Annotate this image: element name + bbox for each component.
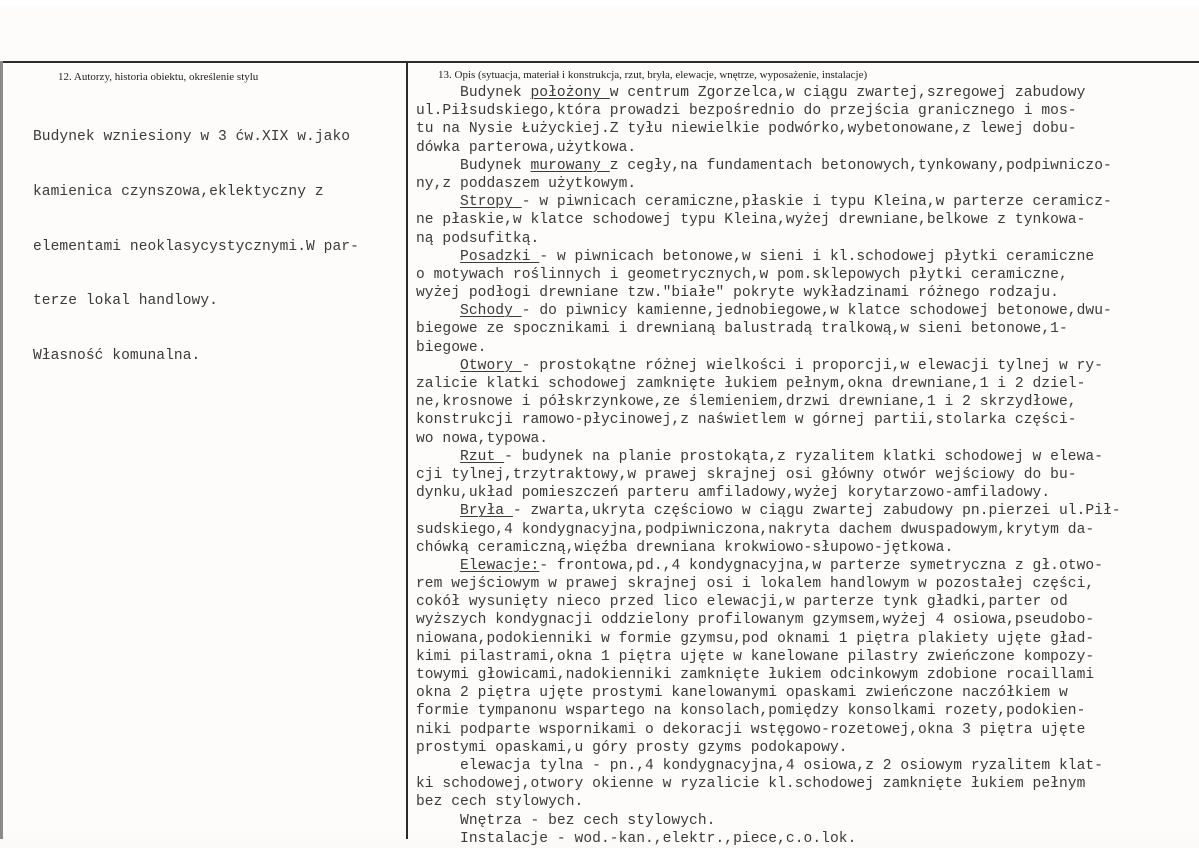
section-13-line [416, 539, 1121, 557]
line-text: ul.Piłsudskiego,która prowadzi bezpośrednio do przejścia granicznego i mos- [416, 103, 1077, 120]
section-13-line [416, 757, 1121, 775]
section-13-line [416, 684, 1121, 702]
section-13-line [416, 575, 1121, 593]
section-13-line [416, 357, 1121, 375]
section-12-line: terze lokal handlowy. [33, 293, 218, 310]
section-13-line [416, 211, 1121, 229]
section-13-line [416, 284, 1121, 302]
section-13-line [416, 630, 1121, 648]
underlined-heading: położony [530, 85, 610, 101]
section-13-line [416, 739, 1121, 757]
line-text: - budynek na planie prostokąta,z ryzalitem klatki schodowej w elewa- [504, 448, 1104, 465]
line-text: okna 2 piętra ujęte prostymi kanelowanymi opaskami zwieńczone naczółkiem w [416, 685, 1068, 702]
header-rule [0, 61, 1199, 63]
line-text: ne płaskie,w klatce schodowej typu Kleina,wyżej drewniane,belkowe z tynkowa- [416, 212, 1086, 229]
line-text: dówka parterowa,użytkowa. [416, 139, 637, 156]
section-13-line [416, 557, 1121, 575]
line-text: Budynek [416, 157, 531, 174]
line-text [416, 449, 460, 465]
line-text: bez cech stylowych. [416, 794, 584, 811]
line-text: - do piwnicy kamienne,jednobiegowe,w klatce schodowej betonowe,dwu- [521, 303, 1112, 320]
line-text [416, 358, 460, 374]
line-text: - frontowa,pd.,4 kondygnacyjna,w parterze symetryczna z gł.otwo- [539, 557, 1104, 574]
line-text: tu na Nysie Łużyckiej.Z tyłu niewielkie podwórko,wybetonowane,z lewej dobu- [416, 121, 1077, 138]
section-13-line [416, 466, 1121, 484]
underlined-heading: Schody [460, 303, 522, 320]
section-12-text [33, 92, 359, 401]
underlined-heading: Bryła [460, 503, 513, 520]
line-text: niowana,podokienniki w formie gzymsu,pod oknami 1 piętra plakiety ujęte gład- [416, 630, 1095, 647]
line-text [416, 503, 460, 519]
section-13-line [416, 157, 1121, 175]
section-13-line [416, 320, 1121, 338]
section-13-line [416, 702, 1121, 720]
line-text: elewacja tylna - pn.,4 kondygnacyjna,4 osiowa,z 2 osiowym ryzalitem klat- [416, 757, 1103, 774]
line-text: kimi pilastrami,okna 1 piętra ujęte w kanelowane pilastry zwieńczone kompozy- [416, 648, 1095, 665]
section-13-text [416, 84, 1121, 848]
line-text [416, 558, 460, 574]
section-13-line [416, 666, 1121, 684]
section-13-line [416, 721, 1121, 739]
section-13-line [416, 120, 1121, 138]
section-13-line [416, 430, 1121, 448]
line-text: wyższych kondygnacji oddzielony profilowanym gzymsem,wyżej 4 osiowa,pseudobo- [416, 612, 1095, 629]
line-text: Wnętrza - bez cech stylowych. [416, 812, 716, 829]
section-12-line: Własność komunalna. [33, 347, 201, 364]
section-13-line [416, 448, 1121, 466]
section-13-line [416, 248, 1121, 266]
line-text: biegowe. [416, 339, 487, 356]
section-13-line [416, 593, 1121, 611]
section-13-line [416, 375, 1121, 393]
section-13-line [416, 793, 1121, 811]
section-12-line: elementami neoklasycystycznymi.W par- [33, 238, 359, 255]
line-text: wo nowa,typowa. [416, 430, 549, 447]
section-13-line [416, 193, 1121, 211]
underlined-heading: Elewacje: [460, 557, 540, 574]
line-text: ki schodowej,otwory okienne w ryzalicie kl.schodowej zamknięte łukiem pełnym [416, 776, 1086, 793]
line-text: prostymi opaskami,u góry prosty gzyms podokapowy. [416, 739, 848, 756]
line-text: o motywach roślinnych i geometrycznych,w pom.sklepowych płytki ceramiczne, [416, 266, 1068, 283]
line-text: niki podparte wspornikami o dekoracji wstęgowo-rozetowej,okna 3 piętra ujęte [416, 721, 1086, 738]
section-13-line [416, 502, 1121, 520]
underlined-heading: Otwory [460, 357, 522, 374]
section-13-line [416, 84, 1121, 102]
line-text: ną podsufitką. [416, 230, 540, 247]
line-text [416, 194, 460, 210]
section-13-line [416, 230, 1121, 248]
line-text: sudskiego,4 kondygnacyjna,podpiwniczona,nakryta dachem dwuspadowym,krytym da- [416, 521, 1095, 538]
line-text: - zwarta,ukryta częściowo w ciągu zwartej zabudowy pn.pierzei ul.Pił- [512, 503, 1121, 520]
line-text: w centrum Zgorzelca,w ciągu zwartej,szregowej zabudowy [609, 85, 1086, 101]
line-text: ny,z poddaszem użytkowym. [416, 175, 637, 192]
underlined-heading: Stropy [460, 194, 522, 211]
section-13-line [416, 102, 1121, 120]
section-13-line [416, 812, 1121, 830]
section-12-line: Budynek wzniesiony w 3 ćw.XIX w.jako [33, 129, 351, 146]
line-text [416, 249, 460, 265]
underlined-heading: Rzut [460, 448, 505, 465]
section-13-line [416, 775, 1121, 793]
section-13-line [416, 484, 1121, 502]
line-text: - w piwnicach ceramiczne,płaskie i typu Kleina,w parterze ceramicz- [521, 194, 1112, 211]
line-text: cokół wysunięty nieco przed lico elewacji,w parterze tynk gładki,parter od [416, 594, 1068, 611]
line-text: Instalacje - wod.-kan.,elektr.,piece,c.o.lok. [416, 830, 857, 847]
line-text: ne,krosnowe i półskrzynkowe,ze ślemieniem,drzwi drewniane,1 i 2 skrzydłowe, [416, 394, 1077, 411]
section-13-header: 13. Opis (sytuacja, materiał i konstrukcja, rzut, bryła, elewacje, wnętrze, wyposażenie, instalacje) [438, 69, 868, 81]
section-13-line [416, 393, 1121, 411]
line-text: biegowe ze spocznikami i drewnianą balustradą tralkową,w sieni betonowe,1- [416, 321, 1068, 338]
line-text: rem wejściowym w prawej skrajnej osi i lokalem handlowym w pozostałej części, [416, 576, 1095, 593]
underlined-heading: Posadzki [460, 248, 540, 265]
line-text: wyżej podłogi drewniane tzw."białe" pokryte wykładzinami różnego rodzaju. [416, 285, 1059, 302]
section-13-line [416, 175, 1121, 193]
line-text: z cegły,na fundamentach betonowych,tynkowany,podpiwniczo- [609, 157, 1112, 174]
line-text: formie tympanonu wspartego na konsolach,pomiędzy konsolkami rozety,podokien- [416, 703, 1086, 720]
section-13-line [416, 266, 1121, 284]
column-divider [406, 61, 408, 839]
underlined-heading: murowany [530, 157, 610, 174]
left-edge-shadow [0, 61, 3, 839]
line-text: chówką ceramiczną,więźba drewniana krokwiowo-słupowo-jętkowa. [416, 539, 954, 556]
section-13-line [416, 611, 1121, 629]
section-13-line [416, 648, 1121, 666]
line-text: konstrukcji ramowo-płycinowej,z naświetlem w górnej partii,stolarka części- [416, 412, 1077, 429]
line-text: Budynek [416, 85, 531, 101]
line-text: - prostokątne różnej wielkości i proporcji,w elewacji tylnej w ry- [521, 357, 1104, 374]
line-text: dynku,układ pomieszczeń parteru amfiladowy,wyżej korytarzowo-amfiladowy. [416, 485, 1051, 502]
section-13-line [416, 411, 1121, 429]
section-12-header: 12. Autorzy, historia obiektu, określenie stylu [58, 71, 259, 83]
line-text: zalicie klatki schodowej zamknięte łukiem pełnym,okna drewniane,1 i 2 dziel- [416, 376, 1086, 392]
section-12-line: kamienica czynszowa,eklektyczny z [33, 184, 324, 200]
line-text: towymi głowicami,nadokienniki zamknięte łukiem odcinkowym zdobione rocaillami [416, 667, 1095, 683]
line-text: cji tylnej,trzytraktowy,w prawej skrajnej osi główny otwór wejściowy do bu- [416, 466, 1077, 483]
line-text [416, 303, 460, 319]
section-13-line [416, 339, 1121, 357]
line-text: - w piwnicach betonowe,w sieni i kl.schodowej płytki ceramiczne [539, 248, 1095, 265]
section-13-line [416, 302, 1121, 320]
section-13-line [416, 521, 1121, 539]
card-top-strip [0, 0, 1199, 6]
section-13-line [416, 139, 1121, 157]
